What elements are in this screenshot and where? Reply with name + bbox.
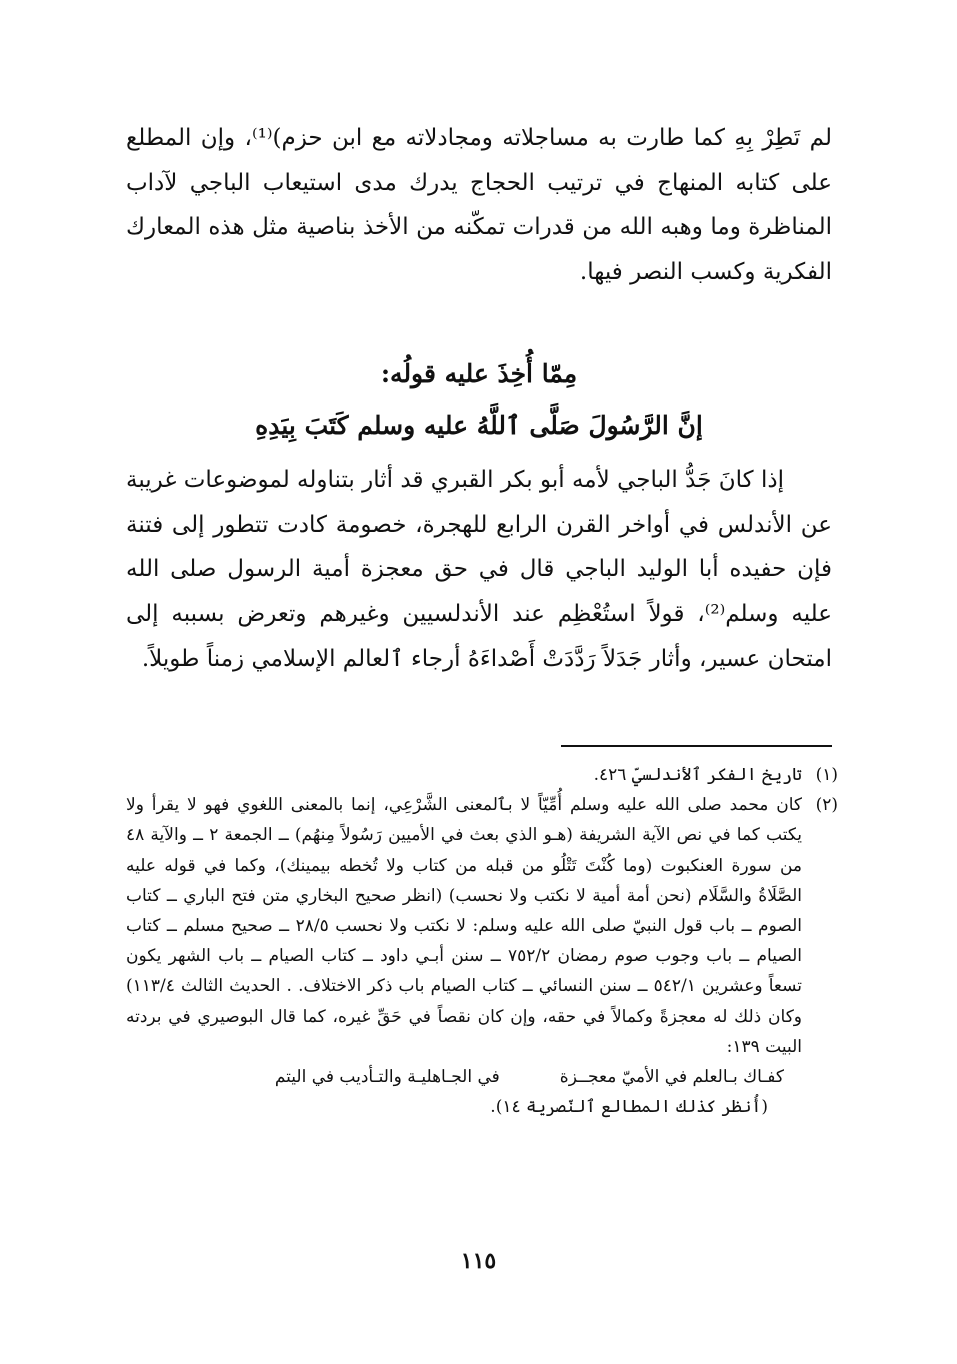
poem-hemistich-1: كفـاك بـالعلم في الأميّ معجــزة bbox=[559, 1067, 784, 1088]
footnote-text: تاريخ الفكر ٱلأندلسيّ ٤٢٦. bbox=[593, 765, 802, 785]
footnote-number: (٢) bbox=[815, 795, 838, 816]
page-number: ١١٥ bbox=[460, 1248, 497, 1274]
heading-line-2: إنَّ الرَّسُولَ صَلَّى ٱللَّهُ عليه وسلم كَتَبَ بِيَدِهِ bbox=[255, 411, 703, 440]
footnotes bbox=[126, 760, 838, 1122]
footnote-separator bbox=[561, 745, 832, 747]
paragraph-body bbox=[126, 458, 832, 682]
paragraph-text: لم تَطِرْ بِهِ كما طارت به مساجلاته ومجادلاته مع ابن حزم)⁽¹⁾، وإن المطلع على كتابه المنهاج في ترتيب الحجاج يدرك مدى استيعاب الباجي لآداب المناظرة وما وهبه الله من قدرات تمكّنه من الأخذ بناصية مثل هذه المعارك الفكرية وكسب النصر فيها. bbox=[126, 125, 832, 285]
footnote-number: (١) bbox=[815, 765, 838, 785]
paragraph-text: إذا كانَ جَدُّ الباجي لأمه أبو بكر القبري قد أثار بتناوله لموضوعات غريبة عن الأندلس في أواخر القرن الرابع للهجرة، خصومة كادت تتطور إلى فتنة فإن حفيده أبا الوليد الباجي قال في حق معجزة أمية الرسول صلى الله عليه وسلم⁽²⁾، قولاً استُعْظِم عند الأندلسيين وغيرهم وتعرض بسببه إلى امتحان عسير، وأثار جَدَلاً رَدَّدَتْ أَصْداءَهُ أرجاء ٱلعالم الإسلامي زمناً طويلاً. bbox=[126, 467, 832, 672]
section-heading bbox=[126, 348, 832, 452]
footnote-2 bbox=[126, 790, 838, 1122]
footnote-reference: (أُنظر كذلك المطالع ٱلنّصرية ١٤). bbox=[490, 1097, 768, 1118]
heading-line-1: مِمّا أُخِذَ عليه قولُه: bbox=[380, 359, 578, 388]
footnote-text: كان محمد صلى الله عليه وسلم أُمِّيّاً لا بٱلمعنى الشَّرْعِي، إنما بالمعنى اللغوي فهو لا يقرأ ولا يكتب كما في نص الآية الشريفة (هـو الذي بعث في الأميين رَسُولاً مِنهُم) ــ الجمعة ٢ ــ والآية ٤٨ من سورة العنكبوت (وما كُنْتَ تَتْلُو من قبله من كتاب ولا تُخطه بيمينك)، وكما في قوله عليه الصَّلَاةُ والسَّلَام (نحن أمة أمية لا نكتب ولا نحسب) (انظر صحيح البخاري متن فتح الباري ــ كتاب الصوم ــ باب قول النبيّ صلى الله عليه وسلم: لا نكتب ولا نحسب ٢٨/٥ ــ صحيح مسلم ــ كتاب الصيام ــ باب وجوب صوم رمضان ٧٥٢/٢ ــ سنن أبـي داود ــ كتاب الصيام ــ باب الشهر يكون تسعاً وعشرين ٥٤٢/١ ــ سنن النسائي ــ كتاب الصيام باب ذكر الاختلاف. . الحديث الثالث ١١٣/٤) وكان ذلك له معجزةً وكمالاً في حقه، وإن كان نقصاً في حَقِّ غيره، كما قال البوصيري في بردته البيت ١٣٩: bbox=[126, 795, 803, 1057]
footnote-1 bbox=[126, 760, 838, 790]
poem-hemistich-2: في الجـاهليـة والتـأديب في اليتم bbox=[274, 1067, 500, 1088]
poem-verse bbox=[126, 1062, 802, 1092]
paragraph-intro bbox=[126, 116, 832, 294]
